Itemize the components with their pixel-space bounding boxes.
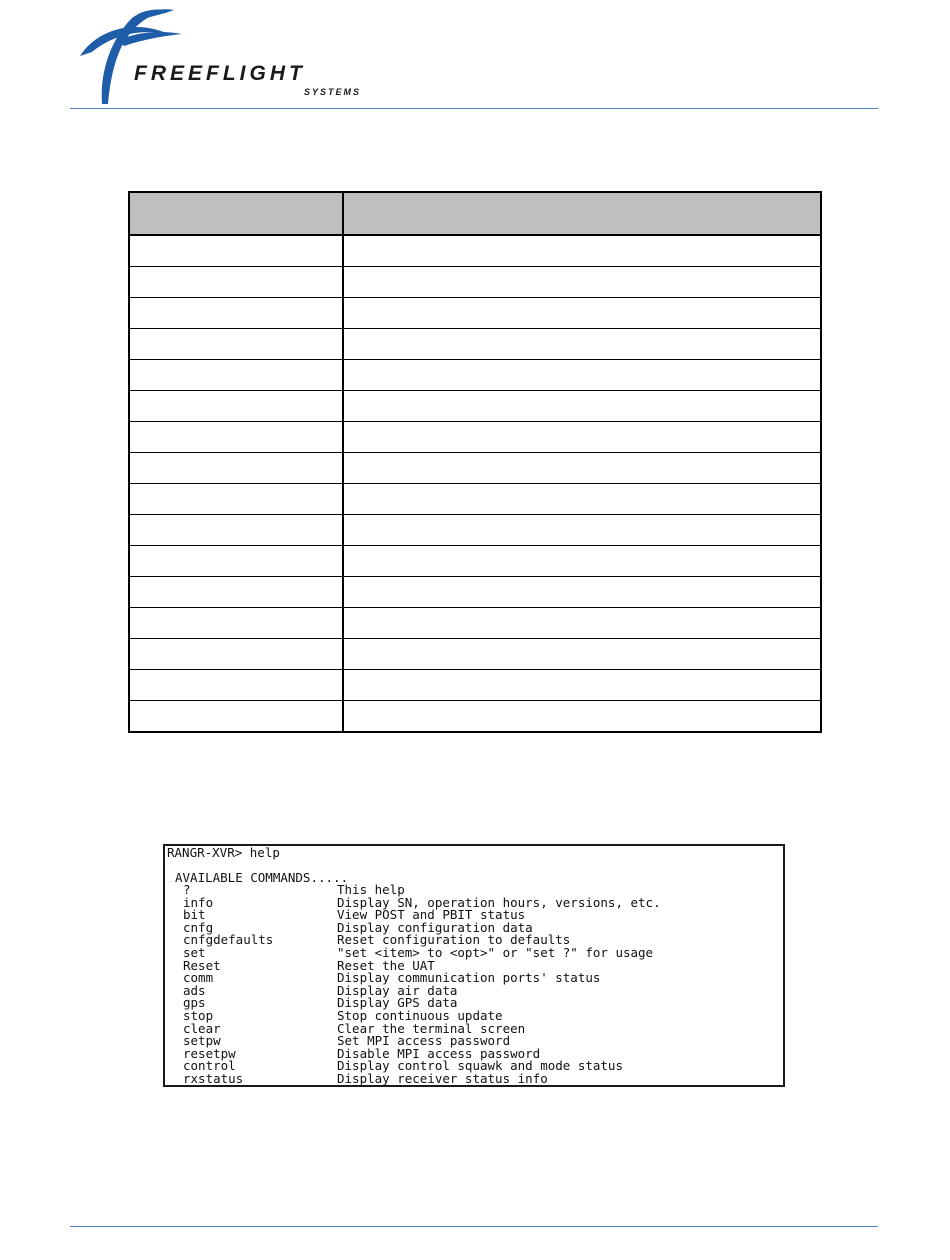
table-header-row	[129, 192, 821, 235]
table-cell	[343, 484, 821, 515]
command-name: set	[183, 944, 206, 960]
table-row	[129, 453, 821, 484]
table-cell	[129, 608, 343, 639]
table-cell	[343, 235, 821, 267]
header-rule	[70, 108, 878, 109]
table-cell	[129, 422, 343, 453]
command-name: ads	[183, 982, 206, 998]
terminal-screenshot	[163, 844, 785, 1087]
command-name: cnfgdefaults	[183, 932, 274, 948]
freeflight-logo	[78, 6, 378, 106]
table-row	[129, 546, 821, 577]
command-description: Reset the UAT	[337, 957, 435, 973]
command-name: clear	[183, 1020, 221, 1036]
table-cell	[129, 298, 343, 329]
table-row	[129, 422, 821, 453]
table-cell	[343, 608, 821, 639]
command-name: Reset	[183, 957, 221, 973]
terminal-command-row	[165, 1070, 783, 1086]
table-cell	[129, 670, 343, 701]
terminal-heading: AVAILABLE COMMANDS.....	[175, 870, 349, 885]
table-cell	[343, 267, 821, 298]
table-cell	[129, 235, 343, 267]
table-cell	[343, 298, 821, 329]
command-description: View POST and PBIT status	[337, 907, 526, 923]
terminal-command-row	[165, 982, 783, 998]
command-description: "set <item> to <opt>" or "set ?" for usage	[337, 944, 654, 960]
table-cell	[343, 329, 821, 360]
table-header-cell	[343, 192, 821, 235]
command-description: Set MPI access password	[337, 1033, 511, 1049]
table-row	[129, 298, 821, 329]
table-row	[129, 235, 821, 267]
command-description: Display SN, operation hours, versions, etc.	[337, 894, 661, 910]
table-cell	[129, 701, 343, 733]
table-cell	[129, 329, 343, 360]
brand-name: FREEFLIGHT	[134, 62, 306, 85]
command-table	[128, 191, 822, 733]
command-name: cnfg	[183, 919, 214, 935]
command-name: rxstatus	[183, 1070, 244, 1086]
command-description: Disable MPI access password	[337, 1045, 541, 1061]
table-cell	[129, 391, 343, 422]
command-name: ?	[183, 882, 191, 897]
table-cell	[343, 670, 821, 701]
command-description: Display GPS data	[337, 995, 458, 1011]
terminal-command-row	[165, 972, 783, 985]
command-description: This help	[337, 882, 405, 897]
table-cell	[343, 577, 821, 608]
command-description: Reset configuration to defaults	[337, 932, 571, 948]
table-row	[129, 577, 821, 608]
table-row	[129, 329, 821, 360]
table-row	[129, 267, 821, 298]
table-row	[129, 639, 821, 670]
table-cell	[343, 391, 821, 422]
table-cell	[343, 701, 821, 733]
command-description: Stop continuous update	[337, 1007, 503, 1023]
command-description: Display configuration data	[337, 919, 533, 935]
table-row	[129, 608, 821, 639]
table-row	[129, 484, 821, 515]
command-name: stop	[183, 1007, 214, 1023]
brand-subtitle: SYSTEMS	[304, 87, 362, 97]
command-description: Display control squawk and mode status	[337, 1058, 623, 1074]
table-cell	[129, 484, 343, 515]
table-cell	[129, 360, 343, 391]
footer-rule	[70, 1226, 878, 1227]
table-cell	[129, 267, 343, 298]
command-name: comm	[183, 970, 214, 986]
table-header-cell	[129, 192, 343, 235]
command-name: gps	[183, 995, 206, 1011]
table-row	[129, 670, 821, 701]
table-cell	[343, 453, 821, 484]
terminal-command-row	[165, 944, 783, 960]
command-name: info	[183, 894, 214, 910]
command-name: resetpw	[183, 1045, 236, 1061]
command-description: Clear the terminal screen	[337, 1020, 526, 1036]
table-row	[129, 515, 821, 546]
table-cell	[343, 360, 821, 391]
command-description: Display receiver status info	[337, 1070, 548, 1086]
table-row	[129, 701, 821, 733]
table-cell	[343, 422, 821, 453]
table-cell	[343, 515, 821, 546]
terminal-prompt: RANGR-XVR> help	[167, 845, 280, 860]
command-name: bit	[183, 907, 206, 923]
table-cell	[129, 639, 343, 670]
table-row	[129, 391, 821, 422]
command-list	[165, 884, 783, 1086]
table-cell	[129, 546, 343, 577]
command-description: Display communication ports' status	[337, 970, 601, 986]
table-cell	[343, 639, 821, 670]
command-description: Display air data	[337, 982, 458, 998]
table-cell	[343, 546, 821, 577]
table-cell	[129, 577, 343, 608]
command-name: control	[183, 1058, 236, 1074]
table-row	[129, 360, 821, 391]
table-cell	[129, 515, 343, 546]
command-name: setpw	[183, 1033, 221, 1049]
table-cell	[129, 453, 343, 484]
